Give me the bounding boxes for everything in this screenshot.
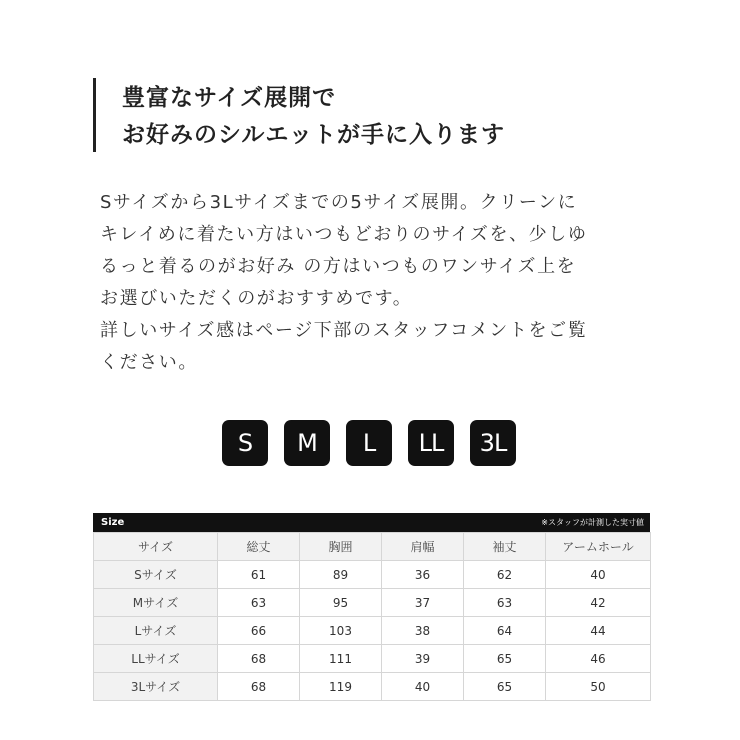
size-badges <box>222 420 516 466</box>
table-cell: 89 <box>300 561 382 589</box>
table-row <box>94 561 651 589</box>
table-cell: 95 <box>300 589 382 617</box>
table-cell: 63 <box>464 589 546 617</box>
size-table-section <box>93 513 650 701</box>
table-cell: 61 <box>218 561 300 589</box>
table-cell: 68 <box>218 645 300 673</box>
description-line: お選びいただくのがおすすめです。 <box>100 288 413 309</box>
heading-line-1: 豊富なサイズ展開で <box>122 85 337 111</box>
column-header: 総丈 <box>218 533 300 561</box>
size-table-header-bar <box>93 513 650 532</box>
page-heading <box>122 80 505 154</box>
table-cell: 40 <box>546 561 651 589</box>
row-label: Lサイズ <box>94 617 218 645</box>
size-badge-s: S <box>222 420 268 466</box>
column-header: アームホール <box>546 533 651 561</box>
size-badge-3l: 3L <box>470 420 516 466</box>
table-row <box>94 645 651 673</box>
table-cell: 66 <box>218 617 300 645</box>
row-label: Sサイズ <box>94 561 218 589</box>
table-row <box>94 589 651 617</box>
table-cell: 39 <box>382 645 464 673</box>
table-cell: 64 <box>464 617 546 645</box>
column-header: 袖丈 <box>464 533 546 561</box>
column-header: サイズ <box>94 533 218 561</box>
row-label: LLサイズ <box>94 645 218 673</box>
table-cell: 68 <box>218 673 300 701</box>
description-line: Sサイズから3Lサイズまでの5サイズ展開。クリーンに <box>100 192 578 213</box>
table-header-row <box>94 533 651 561</box>
row-label: 3Lサイズ <box>94 673 218 701</box>
column-header: 肩幅 <box>382 533 464 561</box>
size-table-title: Size <box>101 517 125 528</box>
column-header: 胸囲 <box>300 533 382 561</box>
table-cell: 63 <box>218 589 300 617</box>
table-cell: 40 <box>382 673 464 701</box>
table-cell: 65 <box>464 673 546 701</box>
table-cell: 37 <box>382 589 464 617</box>
row-label: Mサイズ <box>94 589 218 617</box>
table-cell: 46 <box>546 645 651 673</box>
table-cell: 111 <box>300 645 382 673</box>
size-badge-m: M <box>284 420 330 466</box>
size-badge-ll: LL <box>408 420 454 466</box>
table-cell: 42 <box>546 589 651 617</box>
table-cell: 62 <box>464 561 546 589</box>
table-cell: 50 <box>546 673 651 701</box>
table-cell: 38 <box>382 617 464 645</box>
table-cell: 44 <box>546 617 651 645</box>
description-line: キレイめに着たい方はいつもどおりのサイズを、少しゆ <box>100 224 588 245</box>
size-table <box>93 532 651 701</box>
heading-line-2: お好みのシルエットが手に入ります <box>122 122 505 148</box>
description-line: ください。 <box>100 352 198 373</box>
table-cell: 119 <box>300 673 382 701</box>
table-row <box>94 617 651 645</box>
table-cell: 103 <box>300 617 382 645</box>
description-line: るっと着るのがお好み の方はいつものワンサイズ上を <box>100 256 577 277</box>
heading-accent-bar <box>93 78 96 152</box>
size-description <box>100 187 660 379</box>
size-table-note: ※スタッフが計測した実寸値 <box>541 518 644 527</box>
description-line: 詳しいサイズ感はページ下部のスタッフコメントをご覧 <box>100 320 588 341</box>
table-cell: 65 <box>464 645 546 673</box>
table-cell: 36 <box>382 561 464 589</box>
size-badge-l: L <box>346 420 392 466</box>
table-row <box>94 673 651 701</box>
